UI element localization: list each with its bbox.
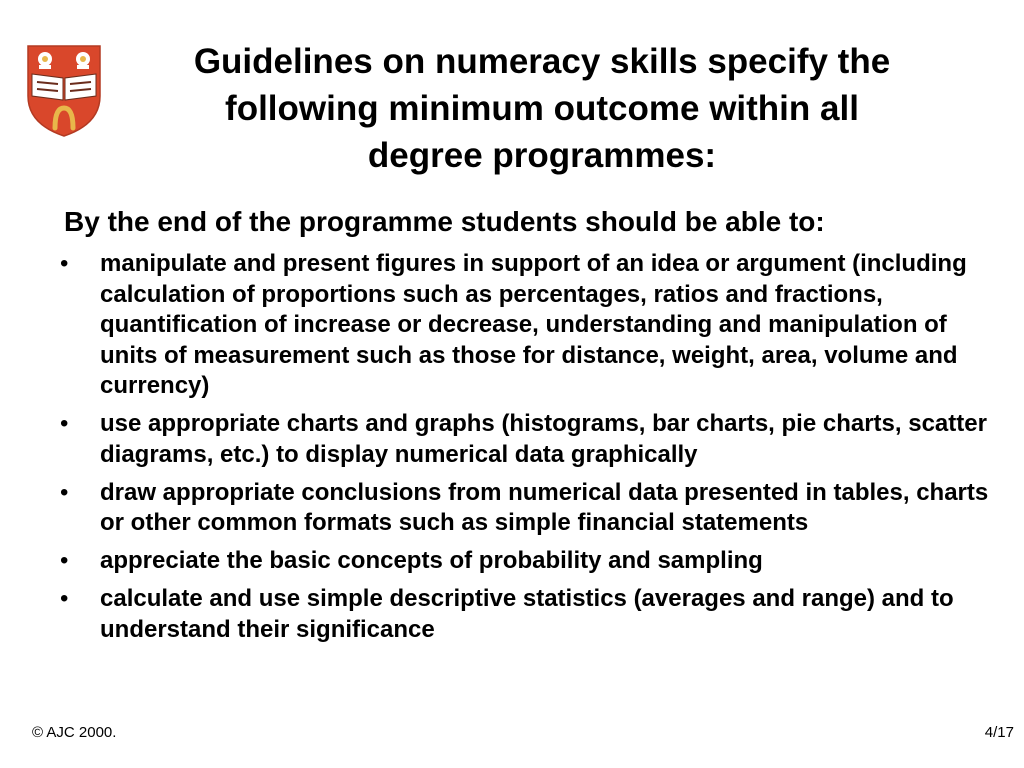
- bullet-item: [60, 409, 1000, 470]
- bullet-item: [60, 546, 1000, 577]
- bullet-icon: •: [60, 478, 69, 506]
- slide-title: [130, 38, 954, 179]
- bullet-icon: •: [60, 547, 69, 574]
- bullet-text: draw appropriate conclusions from numerical data presented in tables, charts or other common formats such as simple financial statements: [100, 478, 989, 536]
- bullet-text: calculate and use simple descriptive statistics (averages and range) and to understand their significance: [100, 585, 954, 643]
- title-line: degree programmes:: [367, 136, 717, 175]
- bullet-item: [60, 584, 1000, 645]
- title-line: Guidelines on numeracy skills specify the: [193, 42, 891, 81]
- copyright-notice: © AJC 2000.: [32, 724, 117, 741]
- bullet-item: [60, 478, 1000, 539]
- bullet-text: manipulate and present figures in support of an idea or argument (including calculation of proportions such as percentages, ratios and fractions, quantification of increase or decrease, understanding and manipulation of units of measurement such as those for distance, weight, area, volume and currency): [100, 250, 967, 399]
- university-crest-logo: [26, 44, 102, 138]
- rose-right-icon: [76, 52, 90, 69]
- page-number: 4/17: [984, 724, 1014, 741]
- bullet-icon: •: [60, 410, 69, 437]
- bullet-icon: •: [60, 585, 69, 612]
- bullet-icon: •: [60, 250, 69, 277]
- outcome-bullet-list: [60, 249, 1000, 653]
- bullet-item: [60, 249, 1000, 402]
- bullet-text: appreciate the basic concepts of probability and sampling: [100, 547, 763, 574]
- lead-sentence: By the end of the programme students should be able to:: [64, 206, 825, 237]
- title-line: following minimum outcome within all: [225, 89, 859, 128]
- bullet-text: use appropriate charts and graphs (histograms, bar charts, pie charts, scatter diagrams, etc.) to display numerical data graphically: [100, 410, 987, 468]
- rose-left-icon: [38, 52, 52, 69]
